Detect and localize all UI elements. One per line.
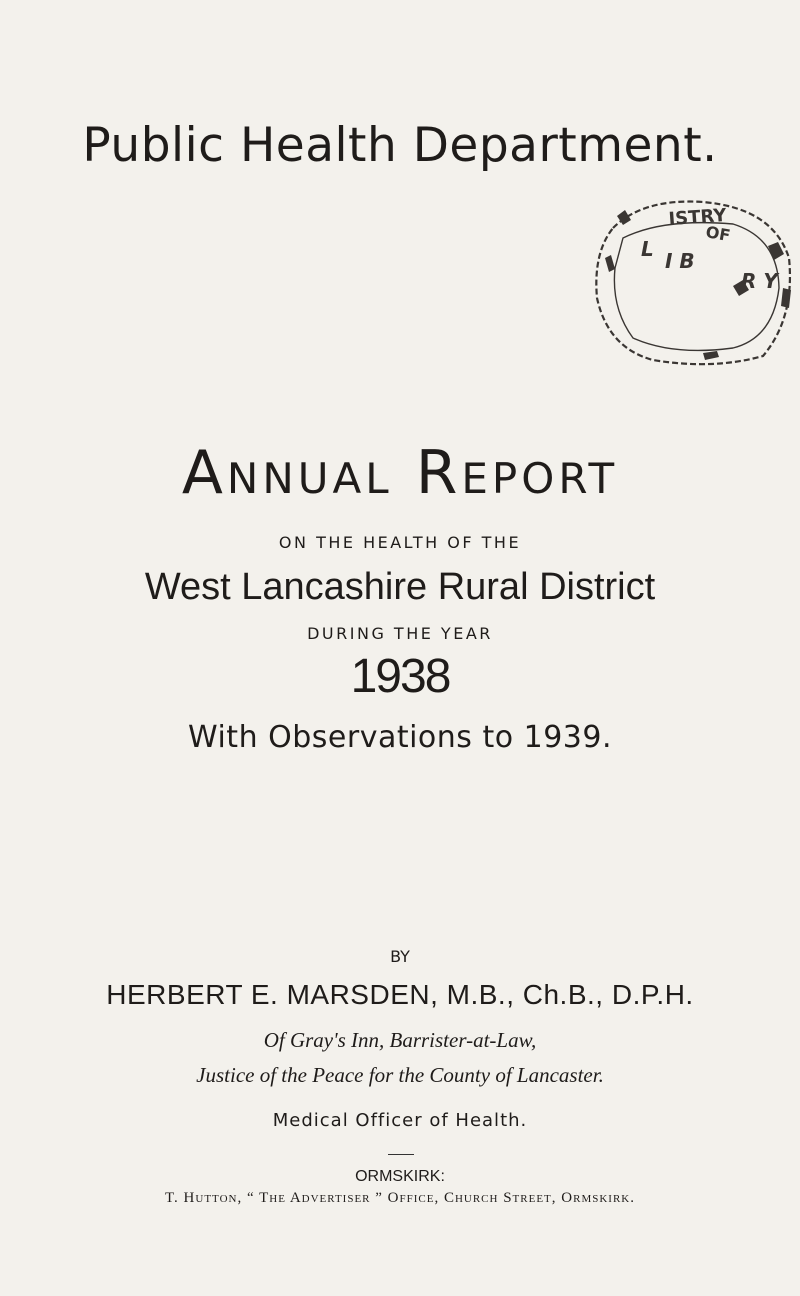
divider-rule — [388, 1154, 414, 1155]
subtitle-prefix: ON THE HEALTH OF THE — [278, 533, 522, 552]
svg-text:ISTRY: ISTRY — [667, 205, 728, 230]
by-label: BY — [390, 947, 410, 966]
svg-text:I B: I B — [665, 249, 695, 273]
svg-text:R Y: R Y — [741, 269, 778, 293]
imprint-town: ORMSKIRK: — [355, 1168, 445, 1185]
report-year: 1938 — [350, 650, 450, 703]
author-name: HERBERT E. MARSDEN, M.B., Ch.B., D.P.H. — [106, 979, 694, 1010]
author-credential-line-1: Of Gray's Inn, Barrister-at-Law, — [263, 1028, 537, 1052]
imprint-printer: T. Hutton, “ The Advertiser ” Office, Church Street, Ormskirk. — [165, 1190, 635, 1206]
observations-line: With Observations to 1939. — [187, 720, 613, 755]
svg-text:L: L — [641, 237, 654, 261]
during-label: DURING THE YEAR — [307, 624, 493, 643]
report-title: Annual Report — [181, 438, 619, 508]
department-title: Public Health Department. — [82, 118, 718, 173]
district-name: West Lancashire Rural District — [144, 566, 656, 608]
author-role: Medical Officer of Health. — [272, 1110, 528, 1131]
library-stamp — [583, 188, 797, 378]
author-credential-line-2: Justice of the Peace for the County of Lancaster. — [196, 1063, 604, 1087]
svg-text:OF: OF — [704, 222, 732, 246]
